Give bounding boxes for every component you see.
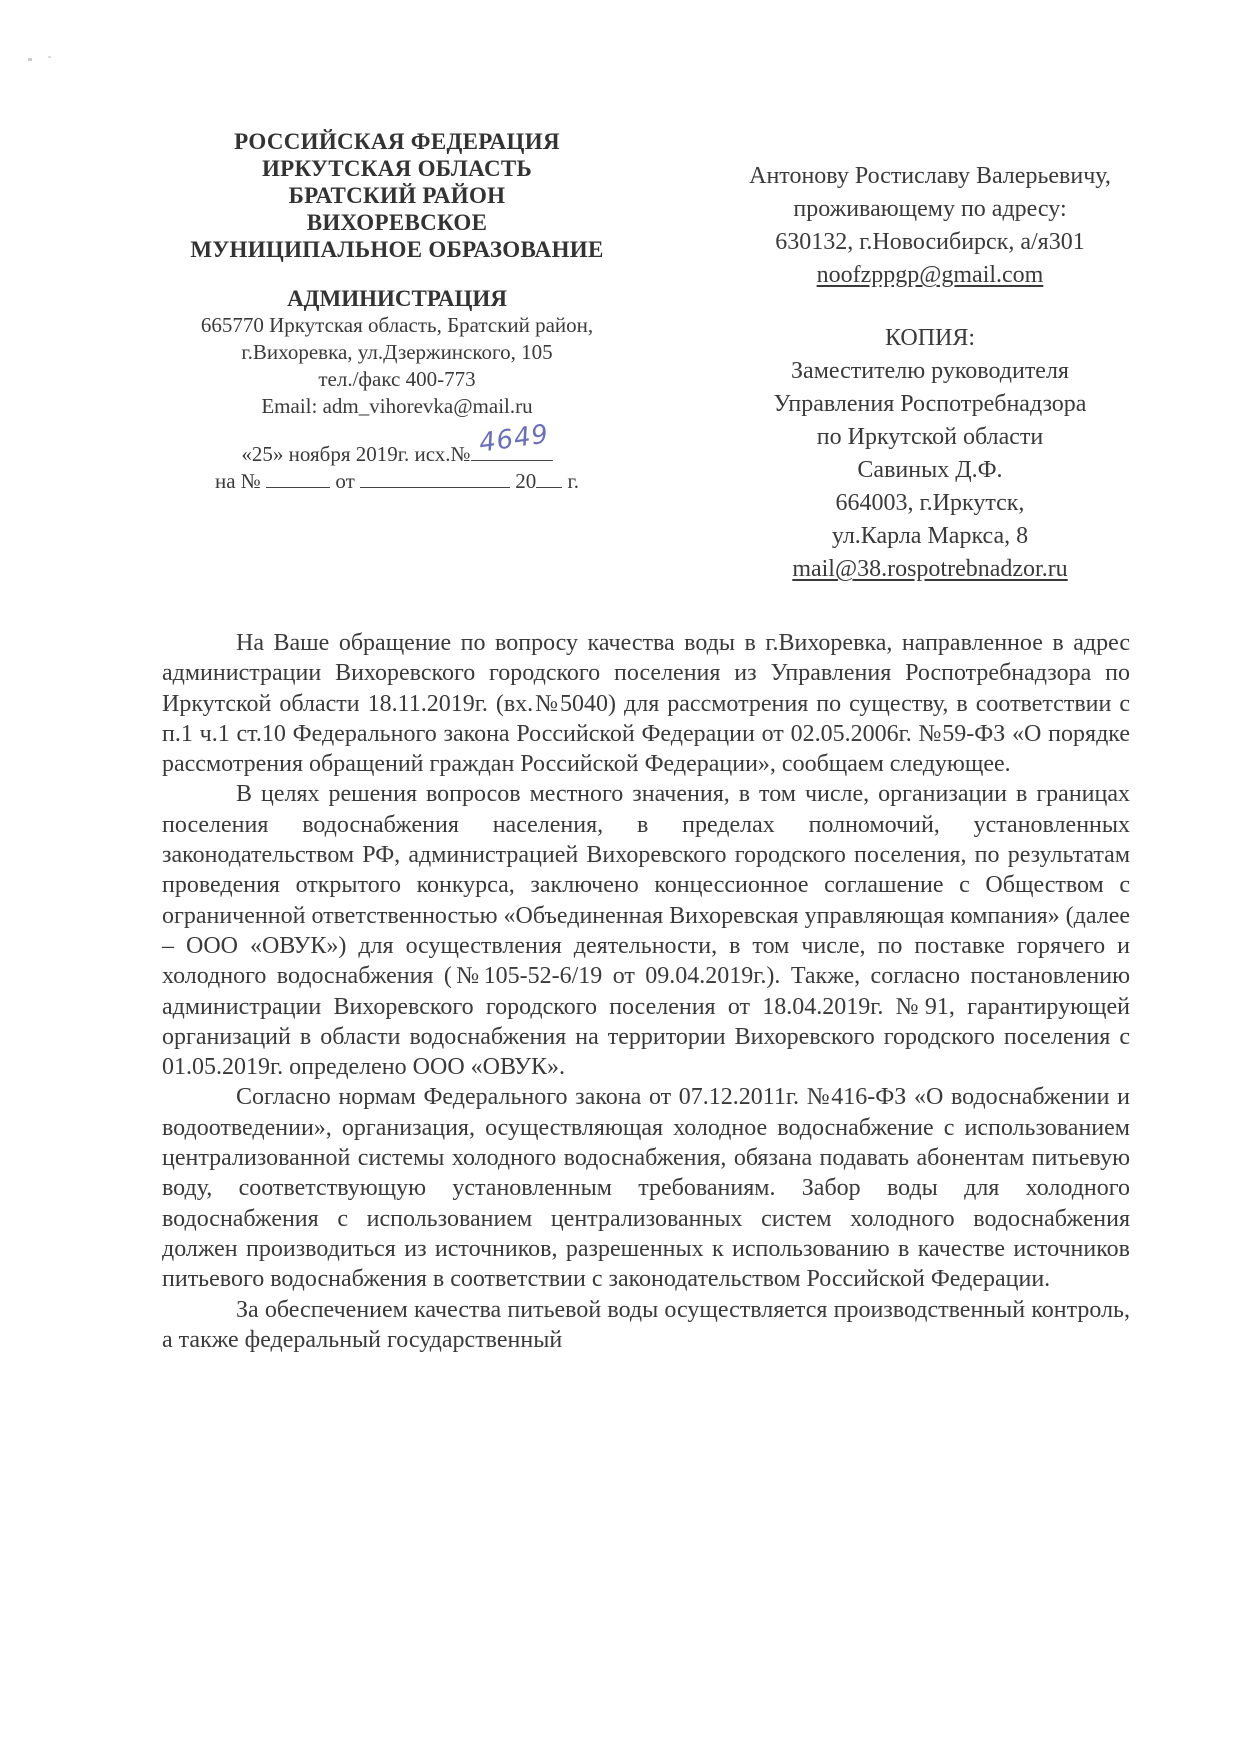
sender-address-line: г.Вихоревка, ул.Дзержинского, 105 xyxy=(241,340,553,364)
letterhead-line: РОССИЙСКАЯ ФЕДЕРАЦИЯ xyxy=(234,129,560,154)
reply-year-prefix: 20 xyxy=(515,469,537,493)
copy-recipient-line: Управления Роспотребнадзора xyxy=(773,391,1087,417)
letter-body xyxy=(162,628,1130,1355)
body-paragraph: Согласно нормам Федерального закона от 07.12.2011г. №416-ФЗ «О водоснабжении и водоотведении», организация, осуществляющая холодное водоснабжение с использованием централизованной системы холодного водоснабжения, обязана подавать абонентам питьевую воду, соответствующую установленным требованиям. Забор воды для холодного водоснабжения с использованием централизованных систем холодного водоснабжения должен производиться из источников, разрешенных к использованию в качестве источников питьевого водоснабжения в соответствии с законодательством Российской Федерации. xyxy=(162,1084,1130,1293)
reply-date-blank xyxy=(360,469,510,488)
reply-number-blank xyxy=(266,469,330,488)
sender-phone: тел./факс 400-773 xyxy=(318,367,476,391)
handwritten-number: 4649 xyxy=(476,419,551,459)
body-paragraph: За обеспечением качества питьевой воды осуществляется производственный контроль, а также федеральный государственный xyxy=(162,1296,1130,1353)
copy-title: КОПИЯ: xyxy=(884,325,976,351)
letterhead-line: МУНИЦИПАЛЬНОЕ ОБРАЗОВАНИЕ xyxy=(190,237,604,262)
copy-recipient-name: Савиных Д.Ф. xyxy=(857,457,1003,483)
reply-reference-line xyxy=(158,468,636,495)
copy-recipient-address: 664003, г.Иркутск, xyxy=(835,490,1025,516)
recipient-address-label: проживающему по адресу: xyxy=(793,196,1067,222)
reply-year-blank xyxy=(536,469,562,488)
copy-recipient-email-link[interactable]: mail@38.rospotrebnadzor.ru xyxy=(792,556,1068,582)
reply-year-suffix: г. xyxy=(567,469,579,493)
recipient-block xyxy=(690,160,1170,586)
recipient-email-link[interactable]: noofzppgp@gmail.com xyxy=(816,262,1044,288)
scan-artifact xyxy=(28,58,32,61)
recipient-address: 630132, г.Новосибирск, а/я301 xyxy=(775,229,1085,255)
reply-number-label: на № xyxy=(214,469,261,493)
letterhead-line: БРАТСКИЙ РАЙОН xyxy=(288,183,506,208)
body-paragraph: В целях решения вопросов местного значения, в том числе, организации в границах поселения водоснабжения населения, в пределах полномочий, установленных законодательством РФ, администрацией Вихоревского городского поселения, по результатам проведения открытого конкурса, заключено концессионное соглашение с Обществом с ограниченной ответственностью «Объединенная Вихоревская управляющая компания» (далее – ООО «ОВУК») для осуществления деятельности, в том числе, по поставке горячего и холодного водоснабжения (№105-52-6/19 от 09.04.2019г.). Также, согласно постановлению администрации Вихоревского городского поселения от 18.04.2019г. №91, гарантирующей организаций в области водоснабжения на территории Вихоревского городского поселения с 01.05.2019г. определено ООО «ОВУК». xyxy=(162,781,1130,1081)
scan-artifact xyxy=(48,56,51,58)
letterhead-line: ВИХОРЕВСКОЕ xyxy=(306,210,488,235)
recipient-name: Антонову Ростиславу Валерьевичу, xyxy=(749,163,1111,189)
sender-address-line: 665770 Иркутская область, Братский район, xyxy=(200,313,594,337)
copy-recipient-line: по Иркутской области xyxy=(816,424,1044,450)
body-paragraph: На Ваше обращение по вопросу качества воды в г.Вихоревка, направленное в адрес администрации Вихоревского городского поселения из Управления Роспотребнадзора по Иркутской области 18.11.2019г. (вх.№5040) для рассмотрения по существу, в соответствии с п.1 ч.1 ст.10 Федерального закона Российской Федерации от 02.05.2006г. №59-ФЗ «О порядке рассмотрения обращений граждан Российской Федерации», сообщаем следующее. xyxy=(162,630,1130,778)
letterhead-line: ИРКУТСКАЯ ОБЛАСТЬ xyxy=(261,156,532,181)
administration-title: АДМИНИСТРАЦИЯ xyxy=(287,286,507,311)
reply-from-label: от xyxy=(335,469,355,493)
copy-recipient-line: Заместителю руководителя xyxy=(791,358,1069,384)
sender-email: Email: adm_vihorevka@mail.ru xyxy=(261,394,533,418)
copy-recipient-address: ул.Карла Маркса, 8 xyxy=(831,523,1029,549)
letter-date: «25» ноября 2019г. исх.№ xyxy=(241,442,471,466)
sender-letterhead xyxy=(158,128,636,495)
date-line xyxy=(241,419,552,468)
outgoing-number-field xyxy=(471,419,553,461)
date-and-number-block xyxy=(158,419,636,495)
